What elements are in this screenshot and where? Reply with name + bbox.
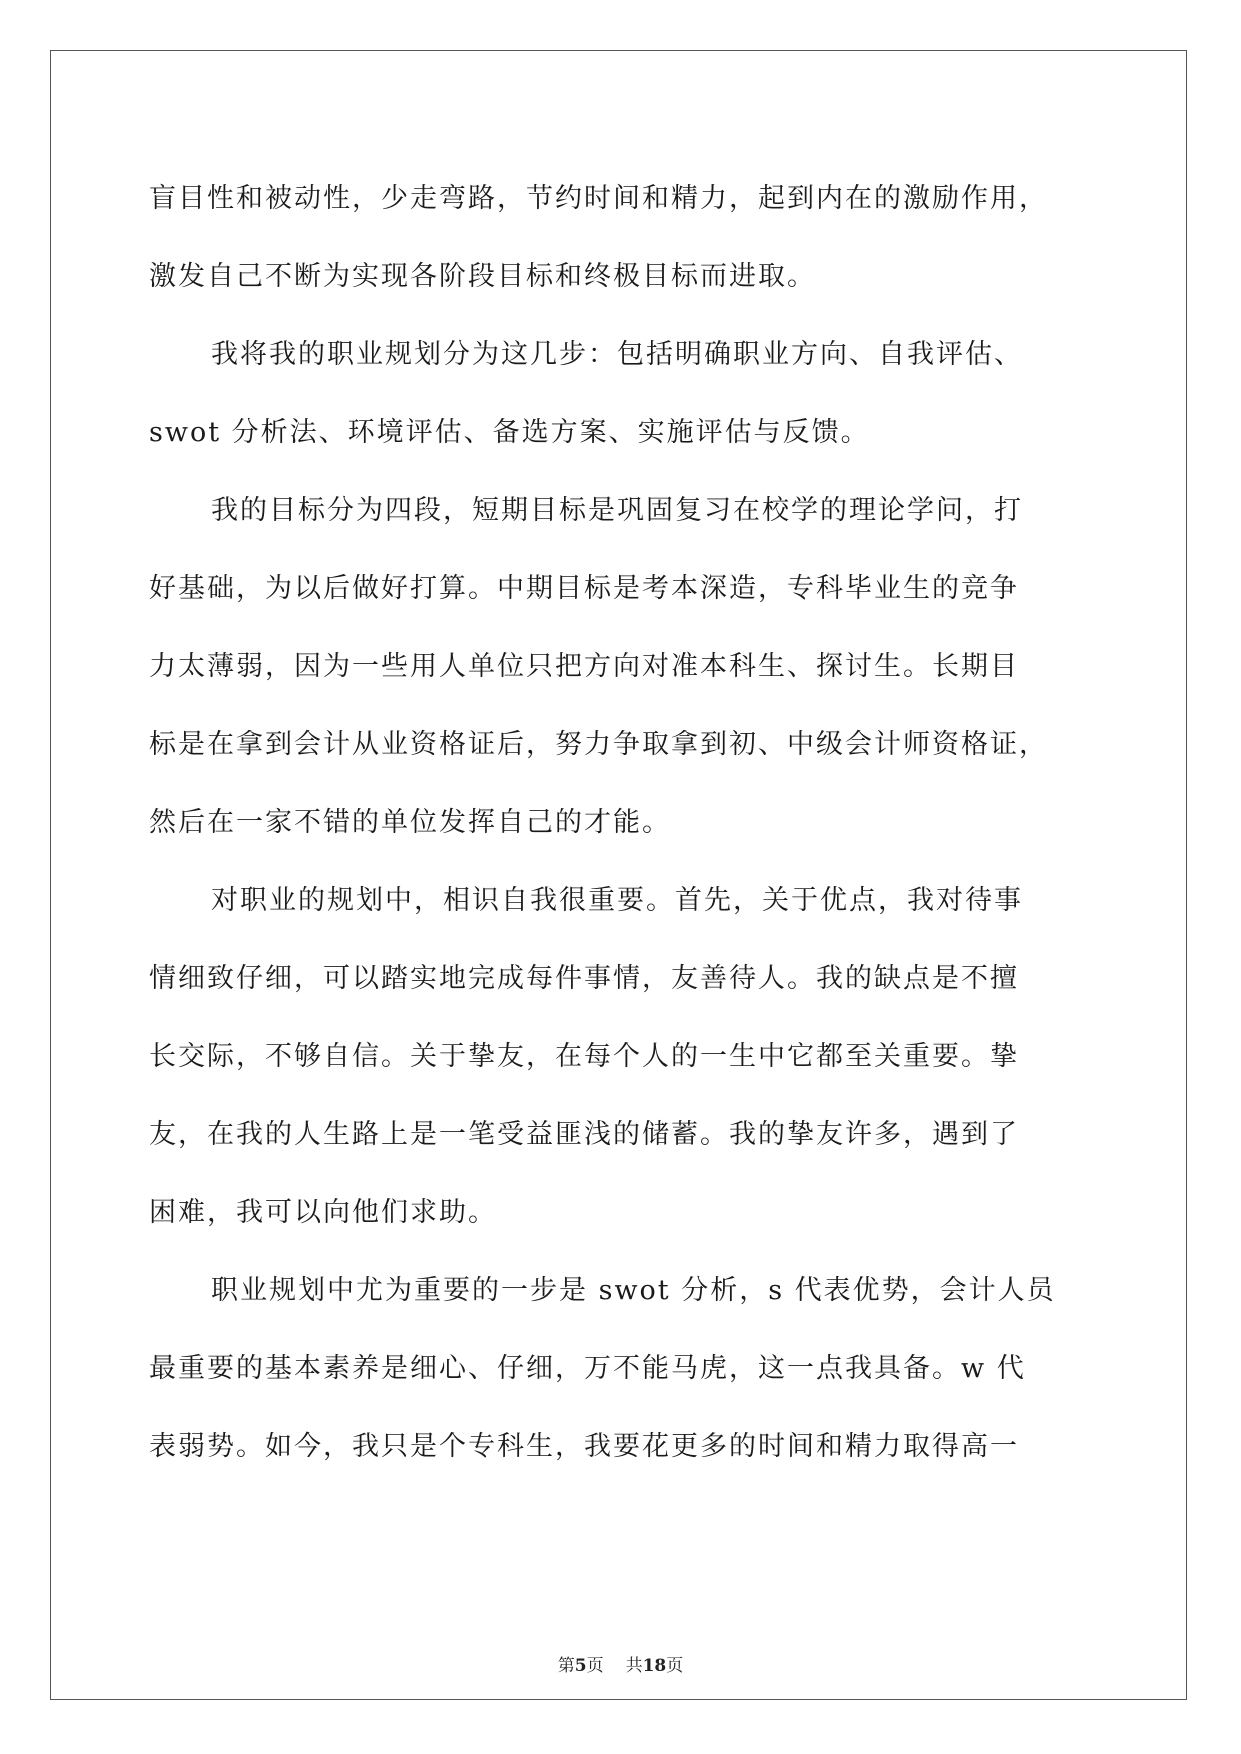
text-line: 友，在我的人生路上是一笔受益匪浅的储蓄。我的挚友许多，遇到了	[149, 1119, 1019, 1150]
total-suffix: 页	[666, 1656, 684, 1676]
text-line: swot 分析法、环境评估、备选方案、实施评估与反馈。	[149, 417, 870, 448]
text-line: 我将我的职业规划分为这几步：包括明确职业方向、自我评估、	[211, 339, 1023, 370]
text-line: 好基础，为以后做好打算。中期目标是考本深造，专科毕业生的竞争	[149, 573, 1019, 604]
text-line: 激发自己不断为实现各阶段目标和终极目标而进取。	[149, 261, 816, 292]
text-line: 职业规划中尤为重要的一步是 swot 分析，s 代表优势，会计人员	[211, 1275, 1056, 1306]
page-number: 5	[574, 1656, 587, 1676]
text-line: 情细致仔细，可以踏实地完成每件事情，友善待人。我的缺点是不擅	[149, 963, 1019, 994]
text-line: 困难，我可以向他们求助。	[149, 1197, 497, 1228]
text-line: 盲目性和被动性，少走弯路，节约时间和精力，起到内在的激励作用，	[149, 183, 1048, 214]
text-line: 力太薄弱，因为一些用人单位只把方向对准本科生、探讨生。长期目	[149, 651, 1019, 682]
text-line: 我的目标分为四段，短期目标是巩固复习在校学的理论学问，打	[211, 495, 1023, 526]
total-pages: 18	[642, 1656, 667, 1676]
text-line: 最重要的基本素养是细心、仔细，万不能马虎，这一点我具备。w 代	[149, 1353, 1026, 1384]
document-body	[149, 160, 1109, 1486]
page-footer	[0, 1651, 1241, 1676]
text-line: 长交际，不够自信。关于挚友，在每个人的一生中它都至关重要。挚	[149, 1041, 1019, 1072]
text-line: 表弱势。如今，我只是个专科生，我要花更多的时间和精力取得高一	[149, 1431, 1019, 1462]
page-suffix: 页	[586, 1656, 604, 1676]
text-line: 对职业的规划中，相识自我很重要。首先，关于优点，我对待事	[211, 885, 1023, 916]
page-prefix: 第	[557, 1656, 575, 1676]
total-prefix: 共	[625, 1656, 643, 1676]
text-line: 然后在一家不错的单位发挥自己的才能。	[149, 807, 671, 838]
text-line: 标是在拿到会计从业资格证后，努力争取拿到初、中级会计师资格证，	[149, 729, 1048, 760]
